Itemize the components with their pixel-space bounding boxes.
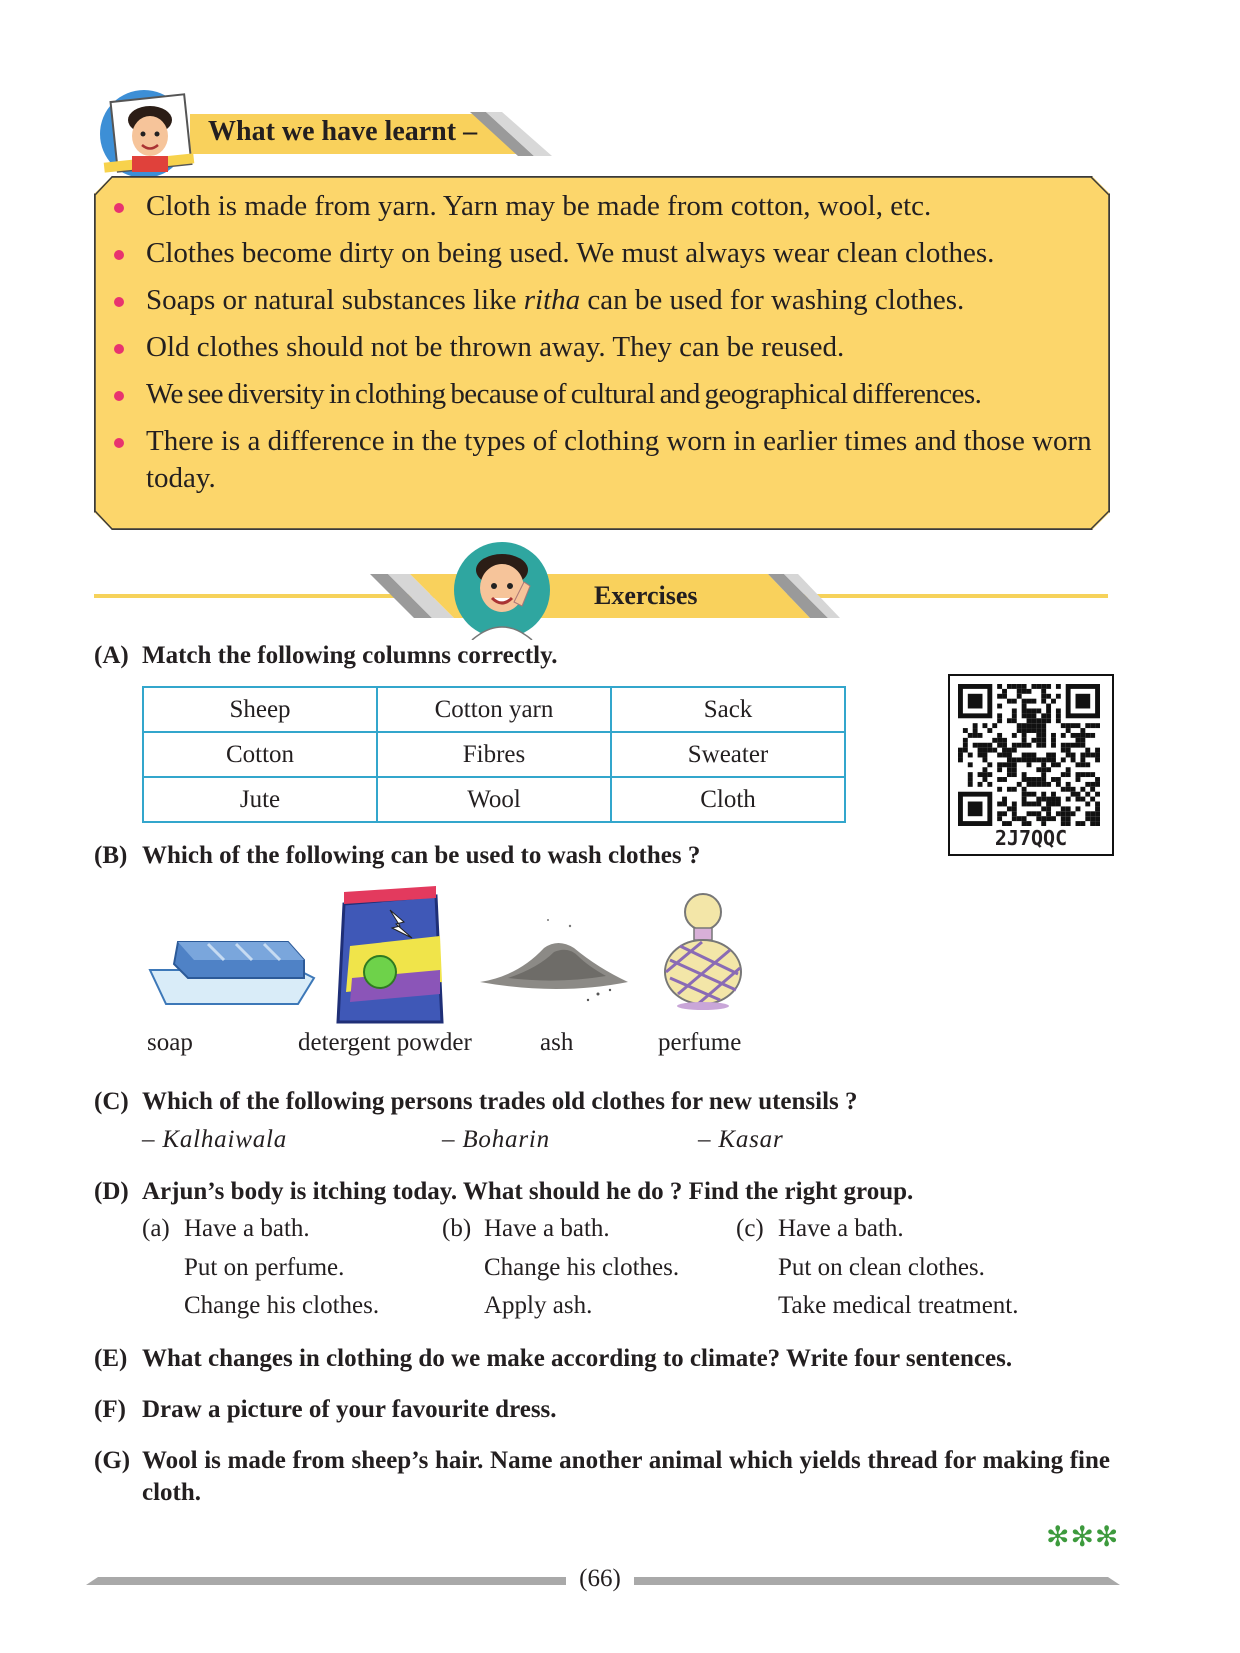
summary-point: There is a difference in the types of clothing worn in earlier times and those worn today.: [110, 423, 1100, 497]
bullet-icon: [114, 250, 124, 260]
group-a: (a) Have a bath. Put on perfume. Change his clothes.: [142, 1215, 380, 1319]
end-marker-stars: ✻✻✻: [1046, 1520, 1120, 1553]
bullet-icon: [114, 297, 124, 307]
table-cell: Cotton: [143, 732, 377, 777]
question-b: (B) Which of the following can be used to wash clothes ?: [94, 842, 701, 869]
question-a: (A) Match the following columns correctly.: [94, 642, 558, 669]
table-cell: Jute: [143, 777, 377, 822]
question-f: (F) Draw a picture of your favourite dress.: [94, 1396, 557, 1423]
bullet-icon: [114, 203, 124, 213]
summary-point: We see diversity in clothing because of cultural and geographical differences.: [110, 376, 1100, 413]
item-label-perfume: perfume: [658, 1029, 742, 1056]
summary-point: Old clothes should not be thrown away. They can be reused.: [110, 329, 1100, 366]
exercises-heading: Exercises: [594, 581, 698, 610]
item-label-detergent: detergent powder: [298, 1029, 472, 1056]
summary-point: Soaps or natural substances like ritha can be used for washing clothes.: [110, 282, 1100, 319]
summary-list: [110, 188, 1100, 507]
soap-image: [148, 930, 316, 1010]
boy-avatar: [450, 540, 554, 640]
group-c: (c) Have a bath. Put on clean clothes. Take medical treatment.: [736, 1215, 1019, 1319]
bullet-icon: [114, 391, 124, 401]
option-kalhaiwala: – Kalhaiwala: [142, 1126, 288, 1153]
summary-point: Cloth is made from yarn. Yarn may be made from cotton, wool, etc.: [110, 188, 1100, 225]
summary-heading: What we have learnt –: [208, 116, 478, 147]
footer-rule-right: [634, 1577, 1120, 1585]
table-row: [143, 732, 845, 777]
item-label-soap: soap: [147, 1029, 193, 1056]
qr-code-icon[interactable]: [958, 684, 1100, 826]
bullet-icon: [114, 344, 124, 354]
table-cell: Fibres: [377, 732, 611, 777]
detergent-powder-image: [330, 886, 450, 1026]
question-d: (D) Arjun’s body is itching today. What should he do ? Find the right group.: [94, 1178, 914, 1205]
table-cell: Cotton yarn: [377, 687, 611, 732]
table-cell: Sheep: [143, 687, 377, 732]
group-b: (b) Have a bath. Change his clothes. Apply ash.: [442, 1215, 680, 1319]
option-boharin: – Boharin: [442, 1126, 550, 1153]
bullet-icon: [114, 438, 124, 448]
option-kasar: – Kasar: [698, 1126, 784, 1153]
question-e: (E) What changes in clothing do we make according to climate? Write four sentences.: [94, 1345, 1013, 1372]
question-c: (C) Which of the following persons trades old clothes for new utensils ?: [94, 1088, 858, 1115]
table-row: [143, 687, 845, 732]
table-row: [143, 777, 845, 822]
girl-avatar: [92, 86, 202, 182]
item-label-ash: ash: [540, 1029, 574, 1056]
match-table: [142, 686, 846, 823]
footer-rule-left: [86, 1577, 566, 1585]
qr-code-label: 2J7QQC: [994, 826, 1068, 850]
question-g: (G) Wool is made from sheep’s hair. Name another animal which yields thread for making fine cloth.: [94, 1447, 1110, 1506]
page-number: (66): [579, 1565, 621, 1592]
perfume-image: [658, 890, 748, 1010]
table-cell: Wool: [377, 777, 611, 822]
table-cell: Cloth: [611, 777, 845, 822]
table-cell: Sweater: [611, 732, 845, 777]
summary-point: Clothes become dirty on being used. We must always wear clean clothes.: [110, 235, 1100, 272]
table-cell: Sack: [611, 687, 845, 732]
ash-image: [478, 912, 630, 1008]
